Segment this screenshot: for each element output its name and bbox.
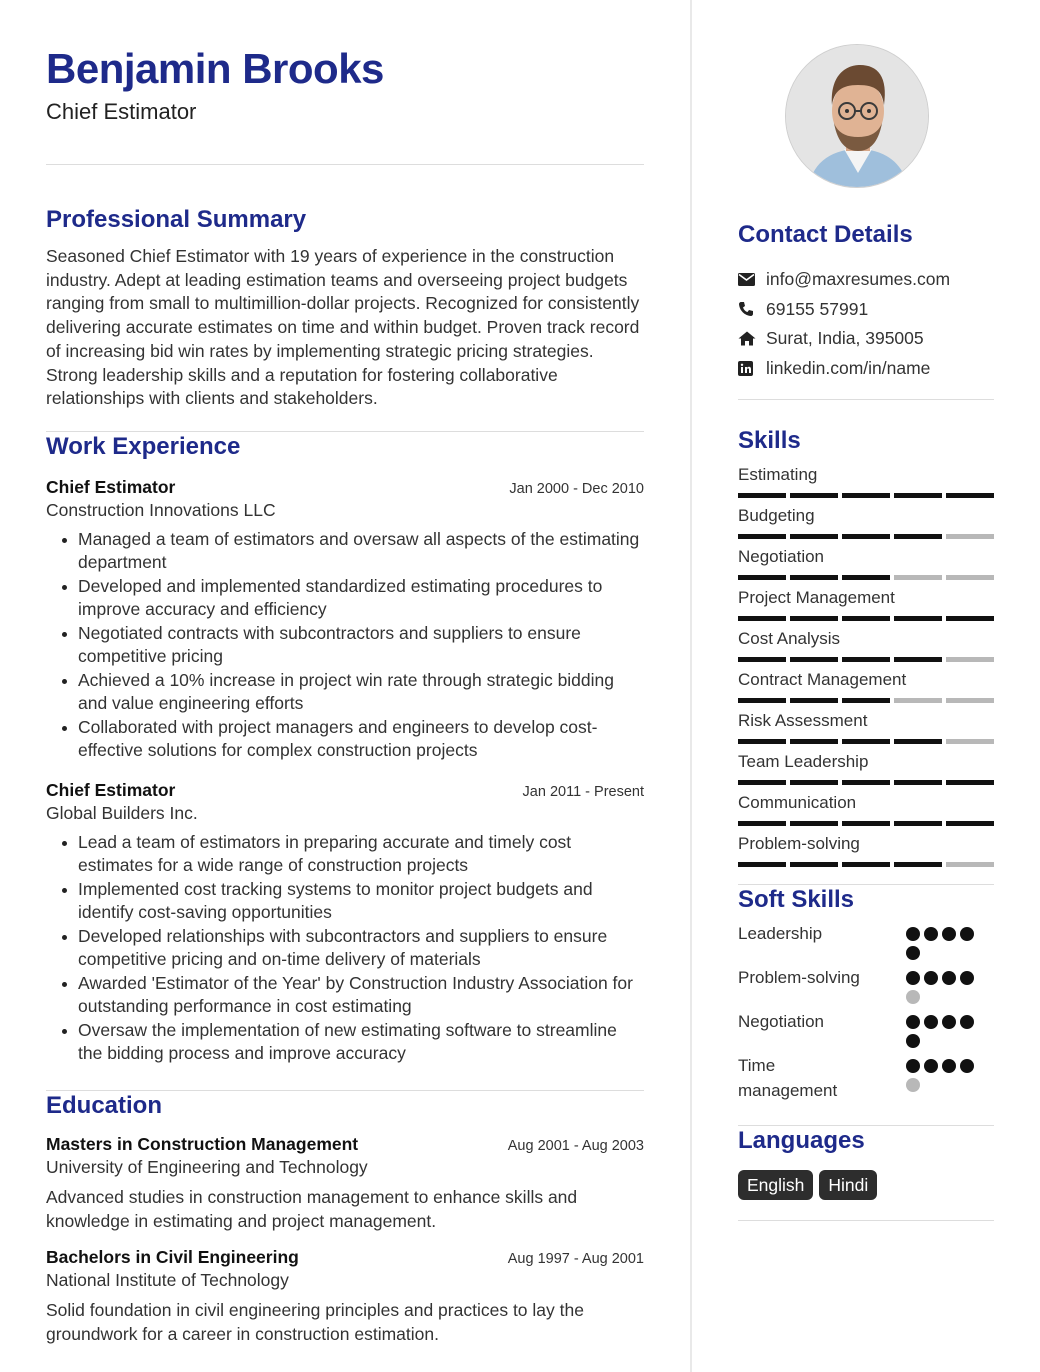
skill-name: Contract Management xyxy=(738,670,907,689)
skill-level-segment xyxy=(790,534,838,539)
rating-dot xyxy=(942,971,956,985)
job-date: Jan 2011 - Present xyxy=(522,783,644,800)
envelope-icon xyxy=(738,273,766,286)
soft-skills-list xyxy=(738,921,994,1103)
degree-title: Masters in Construction Management xyxy=(46,1133,359,1154)
skill-level-segment xyxy=(738,575,786,580)
job-bullet: Managed a team of estimators and oversaw all aspects of the estimating department xyxy=(60,528,644,575)
contact-list xyxy=(738,265,994,383)
contact-text[interactable]: info@maxresumes.com xyxy=(766,269,951,290)
job-bullets xyxy=(46,831,644,1066)
soft-skill-item xyxy=(738,965,994,1004)
summary-text: Seasoned Chief Estimator with 19 years of experience in the construction industry. Adept at leading estimation teams and overseeing project budgets ranging from small to multimillion-dollar projects. Recognized for consistently delivering accurate estimates on time and within budget. Proven track record of increasing bid win rates by implementing strategic pricing strategies. Strong leadership skills and a reputation for fostering collaborative relationships with clients and stakeholders. xyxy=(46,246,640,409)
rating-dot xyxy=(924,1059,938,1073)
sidebar-content xyxy=(738,220,994,1221)
skill-level-segment xyxy=(738,780,786,785)
soft-skills-heading: Soft Skills xyxy=(738,886,855,913)
skill-level-segment xyxy=(738,616,786,621)
soft-skill-rating xyxy=(906,1009,986,1048)
skill-level-bar xyxy=(738,739,994,744)
skill-level-segment xyxy=(946,821,994,826)
summary-heading: Professional Summary xyxy=(46,206,307,233)
experience-section xyxy=(46,432,644,1066)
skill-level-segment xyxy=(842,657,890,662)
skill-level-bar xyxy=(738,657,994,662)
skill-level-segment xyxy=(946,862,994,867)
rating-dot xyxy=(906,1015,920,1029)
skill-level-bar xyxy=(738,821,994,826)
soft-skill-name: Negotiation xyxy=(738,1012,825,1031)
contact-item[interactable] xyxy=(738,354,994,384)
job-bullet: Collaborated with project managers and engineers to develop cost-effective solutions for complex construction projects xyxy=(60,716,644,763)
skill-level-segment xyxy=(946,739,994,744)
skill-item xyxy=(738,628,994,662)
skill-level-segment xyxy=(790,862,838,867)
job-bullets xyxy=(46,528,644,763)
skill-level-segment xyxy=(790,780,838,785)
job-bullet: Achieved a 10% increase in project win rate through strategic bidding and value engineering efforts xyxy=(60,669,644,716)
job-bullet: Negotiated contracts with subcontractors and suppliers to ensure competitive pricing xyxy=(60,622,644,669)
rating-dot xyxy=(924,927,938,941)
contact-text[interactable]: 69155 57991 xyxy=(766,298,869,319)
job-entry xyxy=(46,779,644,1066)
skill-level-segment xyxy=(842,862,890,867)
degree-title: Bachelors in Civil Engineering xyxy=(46,1246,299,1267)
skill-item xyxy=(738,669,994,703)
soft-skill-rating xyxy=(906,1053,986,1092)
rating-dot xyxy=(960,1015,974,1029)
soft-skill-item xyxy=(738,921,994,960)
skill-level-segment xyxy=(894,862,942,867)
header-divider xyxy=(46,164,644,165)
job-header xyxy=(46,779,644,801)
skill-name: Risk Assessment xyxy=(738,711,868,730)
skill-name: Communication xyxy=(738,793,857,812)
skill-name: Negotiation xyxy=(738,547,825,566)
skill-level-bar xyxy=(738,780,994,785)
skill-level-bar xyxy=(738,534,994,539)
main-column xyxy=(46,44,644,1347)
column-divider xyxy=(690,0,692,1372)
skill-level-segment xyxy=(842,616,890,621)
skill-level-segment xyxy=(738,821,786,826)
skill-name: Problem-solving xyxy=(738,834,860,853)
soft-skill-item xyxy=(738,1009,994,1048)
skill-item xyxy=(738,751,994,785)
job-title: Chief Estimator xyxy=(46,476,176,497)
home-icon xyxy=(738,331,766,346)
contact-item[interactable] xyxy=(738,295,994,325)
rating-dot xyxy=(960,971,974,985)
contact-text[interactable]: linkedin.com/in/name xyxy=(766,357,931,378)
sidebar-divider xyxy=(738,1220,994,1221)
job-bullet: Lead a team of estimators in preparing accurate and timely cost estimates for a wide range of construction projects xyxy=(60,831,644,878)
skill-level-segment xyxy=(894,780,942,785)
education-entry xyxy=(46,1133,644,1234)
skill-level-segment xyxy=(738,862,786,867)
skill-level-segment xyxy=(946,780,994,785)
portrait-image xyxy=(786,45,929,188)
rating-dot xyxy=(924,1015,938,1029)
skill-level-segment xyxy=(894,657,942,662)
skill-level-segment xyxy=(894,698,942,703)
skill-level-segment xyxy=(842,493,890,498)
skill-level-segment xyxy=(946,493,994,498)
skill-level-bar xyxy=(738,862,994,867)
job-company: Construction Innovations LLC xyxy=(46,499,276,520)
skill-item xyxy=(738,546,994,580)
job-bullet: Oversaw the implementation of new estimating software to streamline the bidding process and improve accuracy xyxy=(60,1019,644,1066)
skill-level-segment xyxy=(946,616,994,621)
skill-level-segment xyxy=(842,780,890,785)
skill-level-bar xyxy=(738,698,994,703)
soft-skill-rating xyxy=(906,965,986,1004)
rating-dot xyxy=(906,1078,920,1092)
rating-dot xyxy=(906,990,920,1004)
soft-skill-name: Leadership xyxy=(738,924,823,943)
skill-level-segment xyxy=(894,575,942,580)
skill-level-segment xyxy=(790,493,838,498)
skill-name: Estimating xyxy=(738,465,818,484)
rating-dot xyxy=(960,927,974,941)
rating-dot xyxy=(960,1059,974,1073)
skill-level-segment xyxy=(738,698,786,703)
rating-dot xyxy=(906,927,920,941)
skill-level-segment xyxy=(790,739,838,744)
rating-dot xyxy=(906,1034,920,1048)
education-date: Aug 1997 - Aug 2001 xyxy=(507,1250,644,1267)
school-name: University of Engineering and Technology xyxy=(46,1156,368,1177)
rating-dot xyxy=(906,971,920,985)
skill-level-segment xyxy=(790,575,838,580)
soft-skill-name: Time management xyxy=(738,1056,838,1100)
job-bullet: Implemented cost tracking systems to monitor project budgets and identify cost-saving opportunities xyxy=(60,878,644,925)
job-bullet: Developed relationships with subcontractors and suppliers to ensure competitive pricing and on-time delivery of materials xyxy=(60,925,644,972)
job-company: Global Builders Inc. xyxy=(46,802,198,823)
skill-item xyxy=(738,505,994,539)
skill-level-segment xyxy=(842,821,890,826)
job-list xyxy=(46,476,644,1066)
skill-name: Project Management xyxy=(738,588,895,607)
skill-name: Team Leadership xyxy=(738,752,869,771)
job-title: Chief Estimator xyxy=(46,779,176,800)
skill-level-segment xyxy=(894,616,942,621)
rating-dot xyxy=(942,1015,956,1029)
skill-level-segment xyxy=(894,493,942,498)
education-list xyxy=(46,1133,644,1347)
skill-level-segment xyxy=(946,575,994,580)
soft-skill-rating xyxy=(906,921,986,960)
education-section xyxy=(46,1091,644,1347)
skill-name: Cost Analysis xyxy=(738,629,841,648)
skill-level-segment xyxy=(738,739,786,744)
education-entry xyxy=(46,1246,644,1347)
education-description: Solid foundation in civil engineering principles and practices to lay the groundwork for a career in construction estimation. xyxy=(46,1299,584,1345)
rating-dot xyxy=(942,1059,956,1073)
soft-skill-item xyxy=(738,1053,994,1103)
summary-section xyxy=(46,205,644,411)
skill-level-segment xyxy=(842,575,890,580)
skill-level-segment xyxy=(842,739,890,744)
contact-text[interactable]: Surat, India, 395005 xyxy=(766,328,924,349)
candidate-title: Chief Estimator xyxy=(46,99,197,124)
profile-photo xyxy=(785,44,929,188)
education-date: Aug 2001 - Aug 2003 xyxy=(507,1137,644,1154)
skill-level-segment xyxy=(946,698,994,703)
candidate-name: Benjamin Brooks xyxy=(46,45,384,92)
skill-level-segment xyxy=(790,657,838,662)
skill-level-bar xyxy=(738,493,994,498)
job-entry xyxy=(46,476,644,763)
skill-level-segment xyxy=(790,698,838,703)
skill-level-segment xyxy=(894,534,942,539)
phone-icon xyxy=(738,301,766,317)
languages-list xyxy=(738,1170,994,1200)
skill-item xyxy=(738,792,994,826)
skill-item xyxy=(738,464,994,498)
language-tag: English xyxy=(738,1170,813,1200)
skill-level-segment xyxy=(738,657,786,662)
skill-level-segment xyxy=(790,821,838,826)
education-description: Advanced studies in construction management to enhance skills and knowledge in estimating and project management. xyxy=(46,1186,578,1232)
education-heading: Education xyxy=(46,1091,163,1119)
linkedin-icon xyxy=(738,361,766,376)
school-name: National Institute of Technology xyxy=(46,1269,289,1290)
languages-heading: Languages xyxy=(738,1127,865,1154)
education-header xyxy=(46,1133,644,1155)
skill-level-segment xyxy=(790,616,838,621)
skill-level-segment xyxy=(738,534,786,539)
skill-level-segment xyxy=(842,698,890,703)
education-header xyxy=(46,1246,644,1268)
experience-heading: Work Experience xyxy=(46,432,241,460)
skill-level-segment xyxy=(946,657,994,662)
rating-dot xyxy=(906,1059,920,1073)
skills-list xyxy=(738,464,994,867)
skill-level-segment xyxy=(738,493,786,498)
rating-dot xyxy=(942,927,956,941)
skill-level-segment xyxy=(894,739,942,744)
job-bullet: Developed and implemented standardized estimating procedures to improve accuracy and efficiency xyxy=(60,575,644,622)
job-header xyxy=(46,476,644,498)
skill-level-bar xyxy=(738,575,994,580)
skill-name: Budgeting xyxy=(738,506,815,525)
skills-heading: Skills xyxy=(738,427,801,454)
contact-heading: Contact Details xyxy=(738,221,913,248)
skill-level-bar xyxy=(738,616,994,621)
skill-item xyxy=(738,710,994,744)
skill-item xyxy=(738,833,994,867)
contact-item[interactable] xyxy=(738,265,994,295)
skill-item xyxy=(738,587,994,621)
rating-dot xyxy=(924,971,938,985)
job-date: Jan 2000 - Dec 2010 xyxy=(509,480,644,497)
language-tag: Hindi xyxy=(819,1170,877,1200)
job-bullet: Awarded 'Estimator of the Year' by Construction Industry Association for outstanding performance in cost estimating xyxy=(60,972,644,1019)
skill-level-segment xyxy=(842,534,890,539)
contact-item[interactable] xyxy=(738,324,994,354)
skill-level-segment xyxy=(946,534,994,539)
sidebar-divider xyxy=(738,399,994,400)
soft-skill-name: Problem-solving xyxy=(738,968,860,987)
skill-level-segment xyxy=(894,821,942,826)
rating-dot xyxy=(906,946,920,960)
